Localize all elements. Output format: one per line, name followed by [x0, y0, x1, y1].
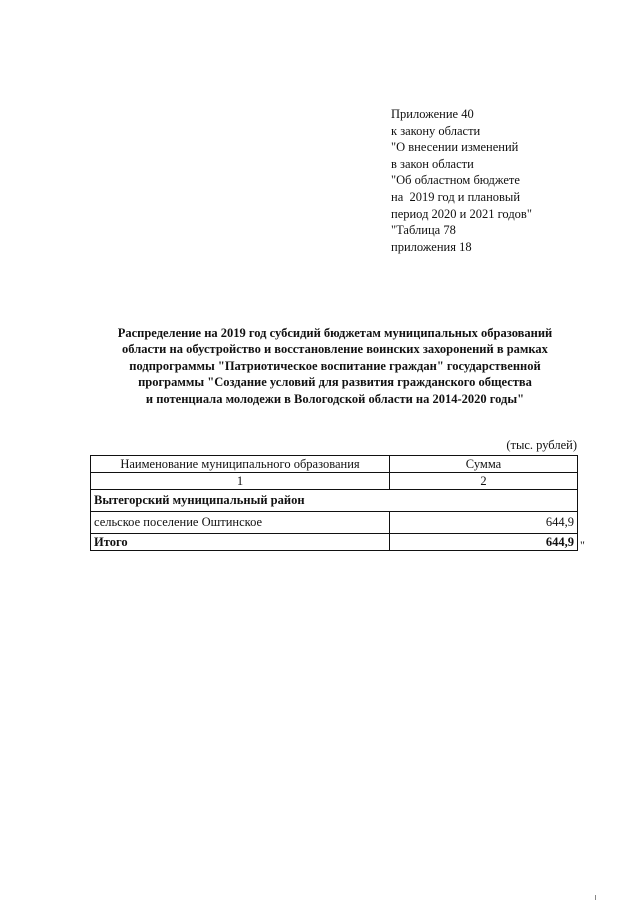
appendix-line: приложения 18 [391, 239, 472, 254]
subsidy-table [90, 455, 578, 551]
title-line: области на обустройство и восстановление воинских захоронений в рамках [122, 342, 548, 357]
column-number-1: 1 [91, 473, 390, 490]
appendix-block [391, 106, 621, 255]
table-row [91, 512, 578, 534]
appendix-line: "Таблица 78 [391, 223, 456, 238]
total-amount: 644,9 [390, 534, 578, 551]
row-name: сельское поселение Оштинское [91, 512, 390, 534]
appendix-line: к закону области [391, 123, 481, 138]
group-header: Вытегорский муниципальный район [91, 490, 578, 512]
appendix-line: на 2019 год и плановый [391, 189, 521, 204]
title-line: Распределение на 2019 год субсидий бюджетам муниципальных образований [117, 326, 553, 340]
appendix-line: "О внесении изменений [391, 140, 519, 155]
closing-quote: " [580, 538, 585, 552]
title-line: подпрограммы "Патриотическое воспитание граждан" государственной [129, 358, 541, 373]
appendix-line: "Об областном бюджете [391, 173, 520, 188]
appendix-line: в закон области [391, 156, 474, 171]
column-number-2: 2 [390, 473, 578, 490]
table-header-row [91, 456, 578, 473]
total-row [91, 534, 578, 551]
document-title [60, 325, 610, 407]
appendix-line: период 2020 и 2021 годов" [391, 206, 532, 221]
column-number-row [91, 473, 578, 490]
header-amount: Сумма [390, 456, 578, 473]
appendix-line: Приложение 40 [391, 107, 474, 121]
row-amount: 644,9 [390, 512, 578, 534]
units-label: (тыс. рублей) [506, 438, 577, 452]
title-line: и потенциала молодежи в Вологодской области на 2014-2020 годы" [145, 391, 525, 406]
title-line: программы "Создание условий для развития гражданского общества [138, 375, 532, 390]
total-label: Итого [91, 534, 390, 551]
group-header-row [91, 490, 578, 512]
header-name: Наименование муниципального образования [91, 456, 390, 473]
scan-mark [595, 895, 596, 900]
